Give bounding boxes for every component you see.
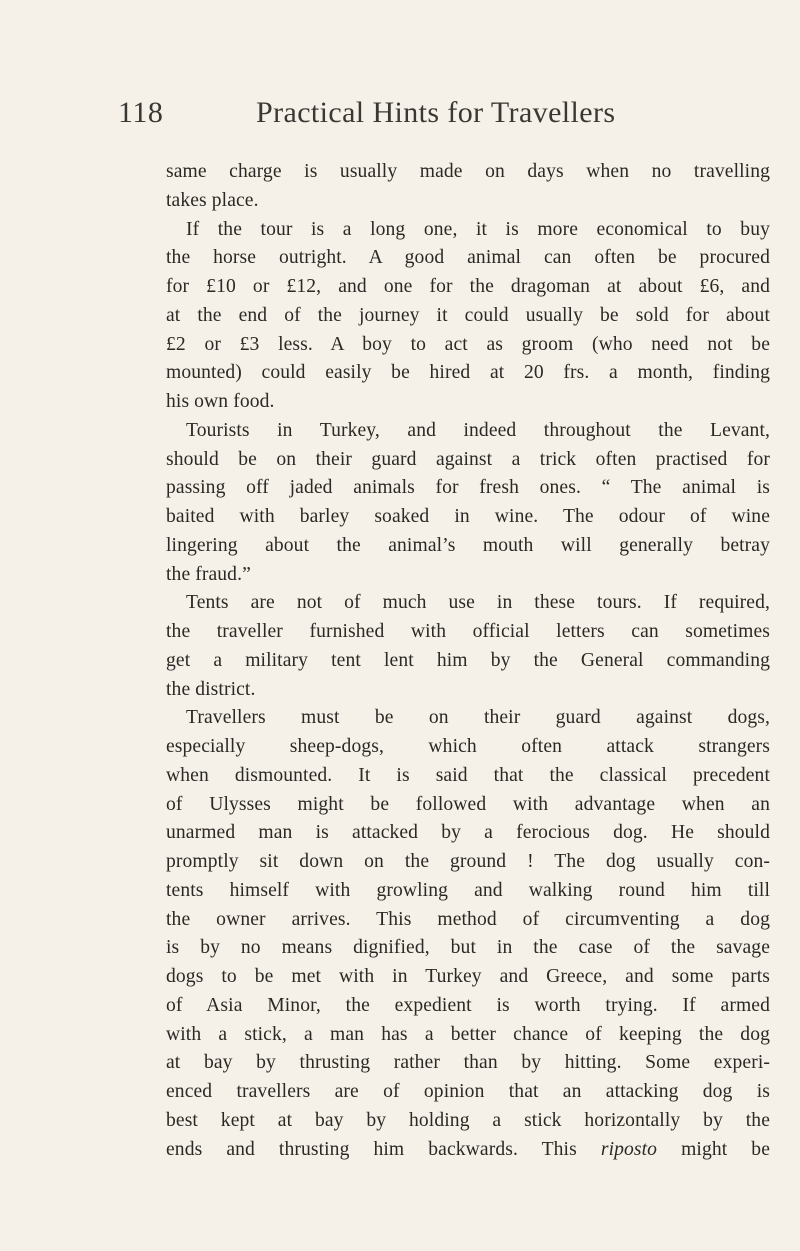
text-line: when dismounted. It is said that the classical precedent [166,764,770,786]
text-line: tents himself with growling and walking round him till [166,879,770,901]
text-line: of Asia Minor, the expedient is worth trying. If armed [166,994,770,1016]
text-line: at bay by thrusting rather than by hitting. Some experi- [166,1052,770,1074]
text-line: promptly sit down on the ground ! The dog usually con- [166,851,770,872]
text-line: should be on their guard against a trick often practised for [166,448,770,470]
text-line: the horse outright. A good animal can often be procured [166,247,770,269]
text-line: enced travellers are of opinion that an attacking dog is [166,1081,770,1102]
page-number: 118 [118,96,164,129]
text-line: with a stick, a man has a better chance of keeping the dog [166,1023,770,1045]
text-line: the owner arrives. This method of circumventing a dog [166,908,770,930]
text-line: the fraud.” [166,563,251,585]
text-line: unarmed man is attacked by a ferocious dog. He should [166,822,770,844]
text-line: Tourists in Turkey, and indeed throughout the Levant, [186,419,770,441]
running-title: Practical Hints for Travellers [256,96,616,129]
text-line: ends and thrusting him backwards. This riposto might be [166,1138,770,1160]
text-line: of Ulysses might be followed with advantage when an [166,793,770,815]
text-line: baited with barley soaked in wine. The odour of wine [166,506,770,527]
text-line: the traveller furnished with official letters can sometimes [166,621,770,642]
text-line: his own food. [166,391,275,412]
text-line: takes place. [166,189,259,211]
text-line: lingering about the animal’s mouth will generally betray [166,534,770,556]
italic-word: riposto [600,1138,658,1160]
text-line: get a military tent lent him by the General commanding [166,649,770,671]
body-text [166,158,770,1164]
text-line: is by no means dignified, but in the case of the savage [166,937,770,959]
running-head [118,96,678,140]
text-line: especially sheep-dogs, which often attack strangers [166,736,770,757]
text-line: If the tour is a long one, it is more economical to buy [186,218,770,240]
text-line: passing off jaded animals for fresh ones. “ The animal is [166,477,770,499]
text-line: the district. [166,678,256,700]
text-line: same charge is usually made on days when no travelling [166,161,770,182]
text-line: dogs to be met with in Turkey and Greece, and some parts [166,966,770,987]
text-line: best kept at bay by holding a stick horizontally by the [166,1109,770,1131]
text-line: £2 or £3 less. A boy to act as groom (who need not be [166,333,770,355]
text-line: for £10 or £12, and one for the dragoman at about £6, and [166,276,770,297]
text-line: at the end of the journey it could usually be sold for about [166,304,770,326]
text-line: Travellers must be on their guard against dogs, [186,707,770,729]
text-line: mounted) could easily be hired at 20 frs. a month, finding [166,362,770,384]
text-line: Tents are not of much use in these tours. If required, [186,592,770,614]
